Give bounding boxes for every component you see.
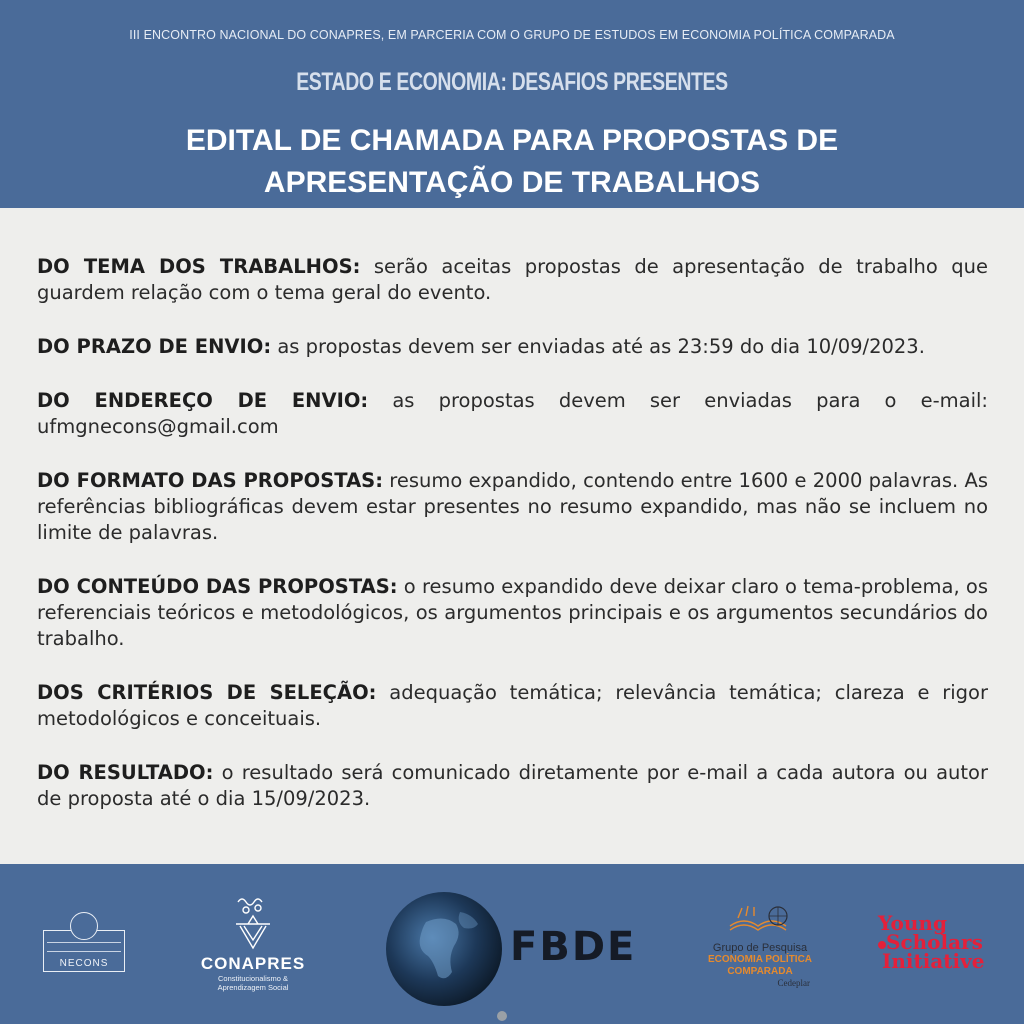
gep-title-1: ECONOMIA POLÍTICA [707,954,813,965]
necons-logo [43,912,125,974]
section-heading: DO PRAZO DE ENVIO: [37,335,272,358]
section-conteudo [37,574,988,652]
ysi-line-2: Scholars [886,930,983,954]
fbde-logo [386,888,656,1010]
header-band [0,0,1024,208]
gep-title-2: COMPARADA [727,966,793,977]
ysi-line-1: Young [878,911,947,935]
event-supertitle: III ENCONTRO NACIONAL DO CONAPRES, EM PARCERIA COM O GRUPO DE ESTUDOS EM ECONOMIA POLÍTICA COMPARADA [129,28,895,42]
section-text: o resultado será comunicado diretamente por e-mail a cada autora ou autor de proposta até o dia 15/09/2023. [37,761,988,810]
section-endereco [37,388,988,440]
conapres-logo [188,894,318,994]
page-title-line-2: APRESENTAÇÃO DE TRABALHOS [263,166,761,199]
cedeplar-label: Cedeplar [777,978,810,988]
conapres-subtitle-1: Constitucionalismo & [217,974,289,983]
ysi-dot-icon [878,941,886,949]
section-heading: DO FORMATO DAS PROPOSTAS: [37,469,384,492]
section-tema [37,254,988,306]
gep-group-label: Grupo de Pesquisa [712,942,808,954]
page-indicator-dot[interactable] [497,1011,507,1021]
book-globe-icon [720,904,800,936]
section-text: serão aceitas propostas de apresentação de trabalho que guardem relação com o tema geral do evento. [37,255,988,304]
section-heading: DO CONTEÚDO DAS PROPOSTAS: [37,575,398,598]
fbde-name: FBDE [510,924,637,970]
section-resultado [37,760,988,812]
section-heading: DO TEMA DOS TRABALHOS: [37,255,361,278]
event-title: ESTADO E ECONOMIA: DESAFIOS PRESENTES [296,68,728,96]
necons-caption-lines [47,942,121,952]
section-text: adequação temática; relevância temática; clareza e rigor metodológicos e conceituais. [37,681,988,730]
section-text: o resumo expandido deve deixar claro o tema-problema, os referenciais teóricos e metodológicos, os argumentos principais e os argumentos secundários do trabalho. [37,575,988,650]
ysi-logo [872,911,1002,984]
gep-logo [700,904,820,1004]
section-heading: DO RESULTADO: [37,761,214,784]
ysi-line-3: Initiative [882,949,985,973]
necons-seal-icon [70,912,98,940]
page-title-line-1: EDITAL DE CHAMADA PARA PROPOSTAS DE [185,124,839,157]
conapres-name: CONAPRES [200,954,306,973]
page-title [0,120,1024,204]
section-formato [37,468,988,546]
section-criterios [37,680,988,732]
section-heading: DOS CRITÉRIOS DE SELEÇÃO: [37,681,377,704]
conapres-figure-icon [228,894,278,952]
necons-name: NECONS [59,958,109,969]
section-heading: DO ENDEREÇO DE ENVIO: [37,389,369,412]
conapres-subtitle-2: Aprendizagem Social [217,983,289,992]
section-text: as propostas devem ser enviadas até as 23:59 do dia 10/09/2023. [271,335,925,358]
globe-icon [386,892,502,1006]
section-prazo [37,334,988,360]
section-text: resumo expandido, contendo entre 1600 e 2000 palavras. As referências bibliográficas devem estar presentes no resumo expandido, mas não se incluem no limite de palavras. [37,469,989,544]
section-text: as propostas devem ser enviadas para o e-mail: ufmgnecons@gmail.com [37,389,988,438]
call-content [37,254,988,840]
